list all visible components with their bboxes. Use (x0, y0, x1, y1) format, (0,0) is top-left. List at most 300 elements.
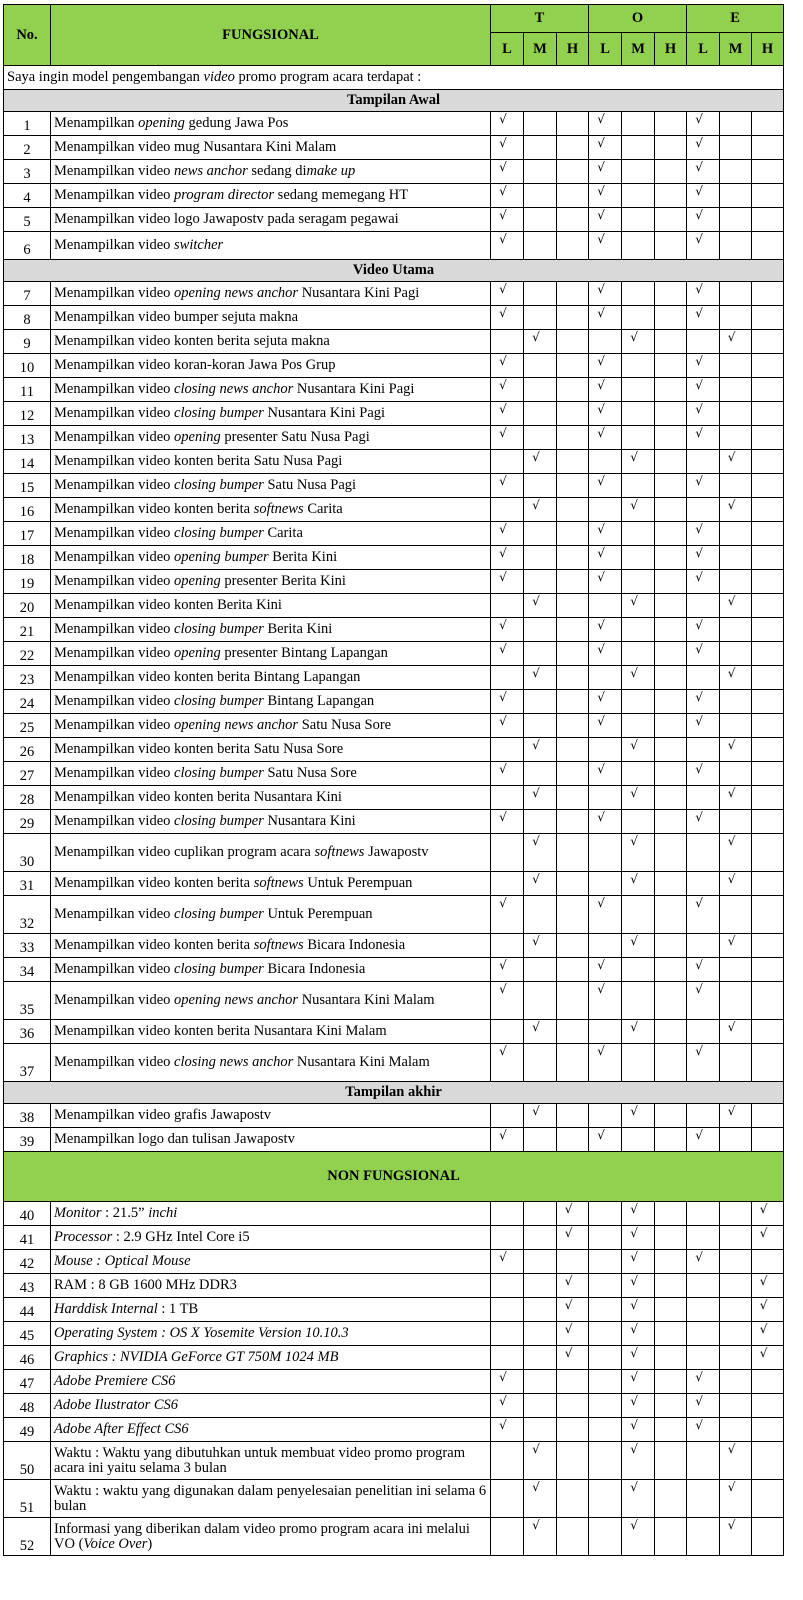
requirement-text: Menampilkan video konten berita softnews Bicara Indonesia (51, 934, 491, 958)
check-mark: √ (557, 1202, 589, 1226)
empty-cell (557, 354, 589, 378)
row-number: 15 (4, 474, 51, 498)
empty-cell (622, 112, 655, 136)
check-mark: √ (589, 810, 622, 834)
empty-cell (752, 570, 784, 594)
empty-cell (491, 1274, 524, 1298)
empty-cell (557, 112, 589, 136)
requirement-text: Menampilkan video konten berita Nusantara Kini Malam (51, 1020, 491, 1044)
row-number: 42 (4, 1250, 51, 1274)
check-mark: √ (589, 232, 622, 260)
check-mark: √ (589, 282, 622, 306)
empty-cell (491, 498, 524, 522)
empty-cell (655, 402, 687, 426)
table-row (4, 306, 784, 330)
check-mark: √ (589, 522, 622, 546)
empty-cell (655, 498, 687, 522)
empty-cell (720, 1226, 752, 1250)
check-mark: √ (720, 1518, 752, 1556)
empty-cell (752, 1442, 784, 1480)
check-mark: √ (622, 1418, 655, 1442)
table-row (4, 786, 784, 810)
requirement-text: Processor : 2.9 GHz Intel Core i5 (51, 1226, 491, 1250)
empty-cell (655, 1226, 687, 1250)
section-title: Video Utama (4, 260, 784, 282)
empty-cell (589, 1250, 622, 1274)
check-mark: √ (622, 738, 655, 762)
check-mark: √ (720, 738, 752, 762)
empty-cell (720, 522, 752, 546)
header-group-t: T (491, 5, 589, 33)
check-mark: √ (589, 896, 622, 934)
check-mark: √ (491, 896, 524, 934)
header-level: H (752, 33, 784, 66)
check-mark: √ (752, 1226, 784, 1250)
table-row (4, 738, 784, 762)
row-number: 19 (4, 570, 51, 594)
empty-cell (720, 570, 752, 594)
check-mark: √ (491, 1044, 524, 1082)
check-mark: √ (752, 1202, 784, 1226)
empty-cell (720, 378, 752, 402)
table-row (4, 1298, 784, 1322)
empty-cell (655, 958, 687, 982)
requirement-text: Menampilkan video news anchor sedang dimake up (51, 160, 491, 184)
table-row (4, 330, 784, 354)
requirement-text: Graphics : NVIDIA GeForce GT 750M 1024 MB (51, 1346, 491, 1370)
requirement-text: Menampilkan video konten berita softnews Carita (51, 498, 491, 522)
table-row (4, 570, 784, 594)
empty-cell (557, 666, 589, 690)
empty-cell (720, 426, 752, 450)
empty-cell (491, 1480, 524, 1518)
table-row (4, 982, 784, 1020)
row-number: 28 (4, 786, 51, 810)
check-mark: √ (687, 618, 720, 642)
requirement-text: Menampilkan video opening news anchor Nusantara Kini Pagi (51, 282, 491, 306)
empty-cell (720, 474, 752, 498)
empty-cell (557, 738, 589, 762)
check-mark: √ (524, 1442, 557, 1480)
table-row (4, 354, 784, 378)
empty-cell (557, 896, 589, 934)
empty-cell (720, 618, 752, 642)
check-mark: √ (491, 982, 524, 1020)
empty-cell (752, 982, 784, 1020)
empty-cell (524, 1274, 557, 1298)
empty-cell (622, 810, 655, 834)
empty-cell (752, 810, 784, 834)
empty-cell (720, 1274, 752, 1298)
empty-cell (687, 1104, 720, 1128)
empty-cell (655, 1394, 687, 1418)
table-row (4, 160, 784, 184)
empty-cell (655, 786, 687, 810)
empty-cell (524, 1418, 557, 1442)
empty-cell (752, 402, 784, 426)
empty-cell (655, 522, 687, 546)
empty-cell (524, 1044, 557, 1082)
empty-cell (524, 160, 557, 184)
table-row (4, 1202, 784, 1226)
empty-cell (655, 1480, 687, 1518)
empty-cell (687, 330, 720, 354)
empty-cell (687, 498, 720, 522)
empty-cell (524, 378, 557, 402)
check-mark: √ (720, 1480, 752, 1518)
empty-cell (655, 354, 687, 378)
empty-cell (557, 1044, 589, 1082)
check-mark: √ (589, 570, 622, 594)
requirement-text: Adobe Premiere CS6 (51, 1370, 491, 1394)
empty-cell (557, 1128, 589, 1152)
table-row (4, 666, 784, 690)
empty-cell (557, 1442, 589, 1480)
table-row (4, 1480, 784, 1518)
empty-cell (557, 958, 589, 982)
check-mark: √ (491, 354, 524, 378)
empty-cell (491, 1322, 524, 1346)
requirement-text: Menampilkan video closing bumper Satu Nusa Pagi (51, 474, 491, 498)
empty-cell (752, 762, 784, 786)
empty-cell (622, 136, 655, 160)
empty-cell (557, 762, 589, 786)
empty-cell (720, 642, 752, 666)
check-mark: √ (491, 958, 524, 982)
check-mark: √ (491, 402, 524, 426)
row-number: 2 (4, 136, 51, 160)
check-mark: √ (687, 208, 720, 232)
empty-cell (524, 136, 557, 160)
empty-cell (589, 1480, 622, 1518)
requirement-text: Menampilkan video program director sedang memegang HT (51, 184, 491, 208)
requirement-text: Menampilkan video konten berita Satu Nusa Sore (51, 738, 491, 762)
row-number: 10 (4, 354, 51, 378)
empty-cell (752, 1020, 784, 1044)
table-row (4, 208, 784, 232)
check-mark: √ (622, 1274, 655, 1298)
check-mark: √ (687, 1394, 720, 1418)
empty-cell (752, 330, 784, 354)
check-mark: √ (491, 642, 524, 666)
row-number: 29 (4, 810, 51, 834)
table-row (4, 642, 784, 666)
empty-cell (491, 872, 524, 896)
check-mark: √ (491, 522, 524, 546)
empty-cell (622, 690, 655, 714)
requirement-text: Menampilkan video konten berita Nusantara Kini (51, 786, 491, 810)
requirement-text: Adobe Ilustrator CS6 (51, 1394, 491, 1418)
check-mark: √ (589, 306, 622, 330)
requirement-text: Menampilkan video grafis Jawapostv (51, 1104, 491, 1128)
empty-cell (655, 896, 687, 934)
check-mark: √ (720, 1020, 752, 1044)
check-mark: √ (524, 1480, 557, 1518)
table-row (4, 522, 784, 546)
check-mark: √ (491, 426, 524, 450)
requirement-text: Menampilkan video closing bumper Untuk Perempuan (51, 896, 491, 934)
empty-cell (752, 546, 784, 570)
empty-cell (557, 714, 589, 738)
header-group-o: O (589, 5, 687, 33)
header-level: L (687, 33, 720, 66)
empty-cell (557, 594, 589, 618)
check-mark: √ (589, 618, 622, 642)
empty-cell (557, 982, 589, 1020)
row-number: 48 (4, 1394, 51, 1418)
empty-cell (491, 1226, 524, 1250)
requirement-text: RAM : 8 GB 1600 MHz DDR3 (51, 1274, 491, 1298)
empty-cell (655, 690, 687, 714)
empty-cell (557, 690, 589, 714)
empty-cell (720, 896, 752, 934)
check-mark: √ (687, 1250, 720, 1274)
empty-cell (557, 450, 589, 474)
empty-cell (622, 896, 655, 934)
empty-cell (720, 690, 752, 714)
empty-cell (752, 958, 784, 982)
empty-cell (491, 1346, 524, 1370)
table-row (4, 112, 784, 136)
empty-cell (524, 810, 557, 834)
empty-cell (720, 208, 752, 232)
empty-cell (491, 450, 524, 474)
requirement-text: Menampilkan video closing bumper Nusantara Kini Pagi (51, 402, 491, 426)
empty-cell (720, 1418, 752, 1442)
check-mark: √ (687, 112, 720, 136)
table-row (4, 136, 784, 160)
empty-cell (687, 450, 720, 474)
header-level: L (589, 33, 622, 66)
empty-cell (655, 594, 687, 618)
empty-cell (752, 306, 784, 330)
check-mark: √ (524, 934, 557, 958)
empty-cell (687, 1274, 720, 1298)
empty-cell (752, 112, 784, 136)
empty-cell (557, 1370, 589, 1394)
empty-cell (655, 112, 687, 136)
header-level: M (524, 33, 557, 66)
table-row (4, 474, 784, 498)
empty-cell (557, 402, 589, 426)
empty-cell (524, 1322, 557, 1346)
check-mark: √ (557, 1298, 589, 1322)
check-mark: √ (589, 642, 622, 666)
check-mark: √ (491, 282, 524, 306)
check-mark: √ (687, 306, 720, 330)
table-row (4, 1020, 784, 1044)
row-number: 32 (4, 896, 51, 934)
empty-cell (655, 136, 687, 160)
requirement-text: Operating System : OS X Yosemite Version 10.10.3 (51, 1322, 491, 1346)
requirement-text: Menampilkan video bumper sejuta makna (51, 306, 491, 330)
check-mark: √ (524, 738, 557, 762)
check-mark: √ (687, 378, 720, 402)
empty-cell (491, 834, 524, 872)
check-mark: √ (622, 1394, 655, 1418)
row-number: 11 (4, 378, 51, 402)
check-mark: √ (589, 958, 622, 982)
empty-cell (491, 1298, 524, 1322)
empty-cell (752, 522, 784, 546)
empty-cell (720, 232, 752, 260)
empty-cell (524, 546, 557, 570)
table-row (4, 402, 784, 426)
row-number: 46 (4, 1346, 51, 1370)
check-mark: √ (589, 982, 622, 1020)
empty-cell (655, 810, 687, 834)
empty-cell (752, 872, 784, 896)
empty-cell (557, 1250, 589, 1274)
table-row (4, 690, 784, 714)
check-mark: √ (491, 714, 524, 738)
section-header-row (4, 260, 784, 282)
check-mark: √ (622, 1518, 655, 1556)
empty-cell (524, 642, 557, 666)
empty-cell (655, 570, 687, 594)
requirement-text: Menampilkan video switcher (51, 232, 491, 260)
check-mark: √ (687, 282, 720, 306)
row-number: 4 (4, 184, 51, 208)
empty-cell (655, 1298, 687, 1322)
empty-cell (524, 1202, 557, 1226)
non-functional-title: NON FUNGSIONAL (4, 1152, 784, 1202)
empty-cell (687, 1518, 720, 1556)
empty-cell (589, 786, 622, 810)
row-number: 18 (4, 546, 51, 570)
empty-cell (655, 282, 687, 306)
empty-cell (655, 982, 687, 1020)
section-title: Tampilan akhir (4, 1082, 784, 1104)
row-number: 26 (4, 738, 51, 762)
section-header-row (4, 90, 784, 112)
empty-cell (752, 1394, 784, 1418)
empty-cell (589, 1518, 622, 1556)
check-mark: √ (524, 666, 557, 690)
requirement-text: Menampilkan video closing news anchor Nusantara Kini Malam (51, 1044, 491, 1082)
empty-cell (524, 522, 557, 546)
requirement-text: Waktu : waktu yang digunakan dalam penyelesaian penelitian ini selama 6 bulan (51, 1480, 491, 1518)
empty-cell (524, 282, 557, 306)
table-row (4, 872, 784, 896)
empty-cell (687, 1322, 720, 1346)
table-row (4, 378, 784, 402)
non-functional-header-row (4, 1152, 784, 1202)
requirement-text: Harddisk Internal : 1 TB (51, 1298, 491, 1322)
table-row (4, 498, 784, 522)
row-number: 30 (4, 834, 51, 872)
empty-cell (557, 160, 589, 184)
row-number: 49 (4, 1418, 51, 1442)
check-mark: √ (687, 762, 720, 786)
empty-cell (557, 570, 589, 594)
empty-cell (655, 208, 687, 232)
empty-cell (752, 426, 784, 450)
empty-cell (524, 232, 557, 260)
header-row-groups (4, 5, 784, 33)
row-number: 34 (4, 958, 51, 982)
check-mark: √ (557, 1322, 589, 1346)
empty-cell (752, 1480, 784, 1518)
empty-cell (557, 1394, 589, 1418)
empty-cell (524, 354, 557, 378)
empty-cell (557, 426, 589, 450)
row-number: 33 (4, 934, 51, 958)
row-number: 38 (4, 1104, 51, 1128)
check-mark: √ (752, 1274, 784, 1298)
requirement-text: Menampilkan video konten berita softnews Untuk Perempuan (51, 872, 491, 896)
empty-cell (622, 282, 655, 306)
empty-cell (655, 1370, 687, 1394)
empty-cell (589, 666, 622, 690)
check-mark: √ (491, 810, 524, 834)
empty-cell (720, 112, 752, 136)
requirement-text: Menampilkan video closing bumper Berita Kini (51, 618, 491, 642)
empty-cell (557, 232, 589, 260)
check-mark: √ (687, 1128, 720, 1152)
empty-cell (557, 522, 589, 546)
empty-cell (491, 1202, 524, 1226)
empty-cell (752, 690, 784, 714)
empty-cell (524, 1298, 557, 1322)
check-mark: √ (720, 594, 752, 618)
row-number: 41 (4, 1226, 51, 1250)
empty-cell (622, 546, 655, 570)
empty-cell (524, 1128, 557, 1152)
empty-cell (655, 934, 687, 958)
empty-cell (752, 160, 784, 184)
empty-cell (752, 1128, 784, 1152)
check-mark: √ (491, 1394, 524, 1418)
empty-cell (589, 1298, 622, 1322)
requirement-text: Menampilkan video opening presenter Bintang Lapangan (51, 642, 491, 666)
table-row (4, 594, 784, 618)
empty-cell (557, 208, 589, 232)
header-no: No. (4, 5, 51, 66)
empty-cell (622, 1128, 655, 1152)
check-mark: √ (622, 1442, 655, 1480)
empty-cell (687, 594, 720, 618)
check-mark: √ (687, 1370, 720, 1394)
row-number: 21 (4, 618, 51, 642)
check-mark: √ (589, 762, 622, 786)
check-mark: √ (687, 522, 720, 546)
empty-cell (491, 1020, 524, 1044)
check-mark: √ (589, 136, 622, 160)
check-mark: √ (687, 546, 720, 570)
check-mark: √ (491, 160, 524, 184)
empty-cell (622, 354, 655, 378)
empty-cell (589, 330, 622, 354)
check-mark: √ (622, 786, 655, 810)
check-mark: √ (720, 1442, 752, 1480)
empty-cell (655, 1202, 687, 1226)
empty-cell (720, 1128, 752, 1152)
check-mark: √ (589, 402, 622, 426)
row-number: 25 (4, 714, 51, 738)
requirement-text: Menampilkan video opening presenter Satu Nusa Pagi (51, 426, 491, 450)
row-number: 13 (4, 426, 51, 450)
empty-cell (687, 1226, 720, 1250)
check-mark: √ (622, 330, 655, 354)
empty-cell (752, 1250, 784, 1274)
requirement-text: Menampilkan video closing bumper Carita (51, 522, 491, 546)
empty-cell (720, 546, 752, 570)
empty-cell (589, 934, 622, 958)
check-mark: √ (491, 208, 524, 232)
empty-cell (589, 450, 622, 474)
empty-cell (622, 982, 655, 1020)
